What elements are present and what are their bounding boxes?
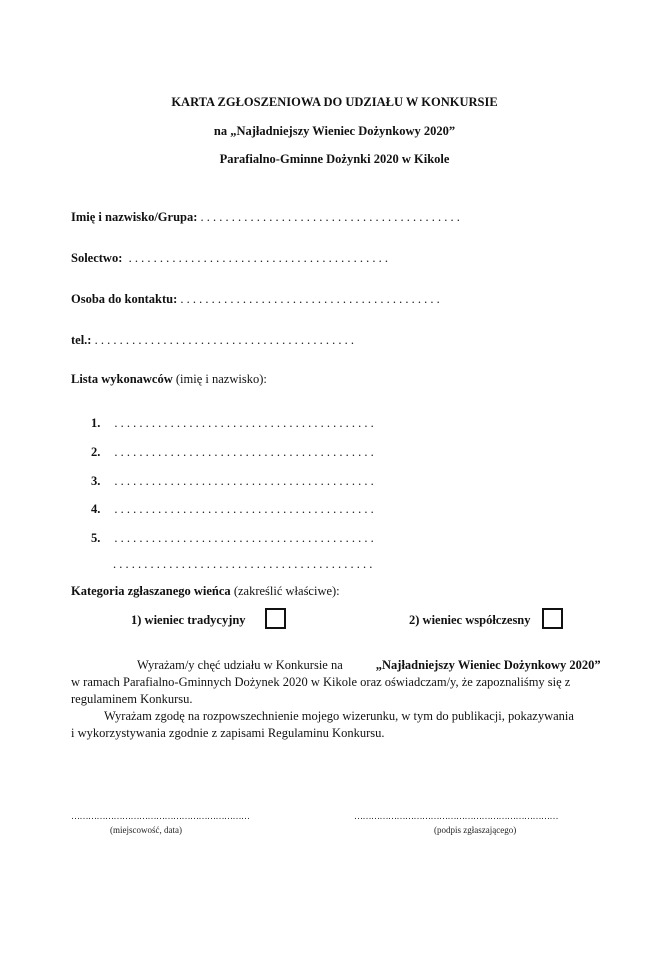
list-item-dots: . . . . . . . . . . . . . . . . . . . . . . . . . . . . . . . . . . . . . . . . . . (114, 502, 374, 516)
solectwo-field-row (71, 251, 388, 266)
list-item (91, 443, 374, 461)
declaration-line-2: w ramach Parafialno-Gminnych Dożynek 2020 w Kikole oraz oświadczam/y, że zapoznaliśmy się z (71, 675, 571, 689)
option-modern-checkbox[interactable] (542, 608, 563, 629)
option-modern-label: 2) wieniec współczesny (409, 613, 531, 627)
place-date-dots: ……………………………………………………… (71, 811, 250, 821)
list-item-number: 4. (91, 502, 101, 516)
contact-label: Osoba do kontaktu: (71, 292, 178, 306)
list-item (91, 472, 374, 490)
list-extra-dots: . . . . . . . . . . . . . . . . . . . . . . . . . . . . . . . . . . . . . . . . . . (113, 557, 373, 571)
contact-dots: . . . . . . . . . . . . . . . . . . . . . . . . . . . . . . . . . . . . . . . . . . (180, 292, 440, 306)
list-item-number: 5. (91, 531, 101, 545)
place-date-caption: (miejscowość, data) (110, 825, 182, 835)
consent-line-1: Wyrażam zgodę na rozpowszechnienie mojego wizerunku, w tym do publikacji, pokazywania (104, 709, 574, 723)
category-label-bold: Kategoria zgłaszanego wieńca (71, 584, 231, 598)
list-item-dots: . . . . . . . . . . . . . . . . . . . . . . . . . . . . . . . . . . . . . . . . . . (114, 445, 374, 459)
list-item (91, 529, 374, 547)
signature-caption: (podpis zgłaszającego) (434, 825, 517, 835)
solectwo-label: Solectwo: (71, 251, 123, 265)
category-label-rest: (zakreślić właściwe): (233, 584, 340, 598)
category-label (71, 584, 340, 599)
solectwo-dots: . . . . . . . . . . . . . . . . . . . . . . . . . . . . . . . . . . . . . . . . . . (128, 251, 388, 265)
signature-dots: ……………………………………………………………… (354, 811, 558, 821)
declaration-text: Wyrażam/y chęć udziału w Konkursie na (137, 658, 343, 672)
contest-name-inline: „Najładniejszy Wieniec Dożynkowy 2020” (375, 658, 601, 672)
form-title: KARTA ZGŁOSZENIOWA DO UDZIAŁU W KONKURSIE (171, 95, 498, 109)
performers-label-rest: (imię i nazwisko): (175, 372, 267, 386)
list-item (91, 414, 374, 432)
list-item-dots: . . . . . . . . . . . . . . . . . . . . . . . . . . . . . . . . . . . . . . . . . . (114, 531, 374, 545)
tel-dots: . . . . . . . . . . . . . . . . . . . . . . . . . . . . . . . . . . . . . . . . . . (94, 333, 354, 347)
declaration-line-1 (71, 657, 601, 674)
performers-label-bold: Lista wykonawców (71, 372, 173, 386)
name-dots: . . . . . . . . . . . . . . . . . . . . . . . . . . . . . . . . . . . . . . . . . . (200, 210, 460, 224)
name-label: Imię i nazwisko/Grupa: (71, 210, 198, 224)
option-traditional-checkbox[interactable] (265, 608, 286, 629)
list-item-dots: . . . . . . . . . . . . . . . . . . . . . . . . . . . . . . . . . . . . . . . . . . (114, 474, 374, 488)
tel-field-row (71, 333, 354, 348)
list-item-number: 3. (91, 474, 101, 488)
option-traditional-label: 1) wieniec tradycyjny (131, 613, 246, 627)
list-item (91, 500, 374, 518)
declaration-line-3: regulaminem Konkursu. (71, 692, 193, 706)
event-name: Parafialno-Gminne Dożynki 2020 w Kikole (219, 152, 450, 166)
list-item-number: 1. (91, 416, 101, 430)
list-item-dots: . . . . . . . . . . . . . . . . . . . . . . . . . . . . . . . . . . . . . . . . . . (114, 416, 374, 430)
performers-label (71, 372, 267, 387)
declaration-paragraph (71, 657, 601, 742)
tel-label: tel.: (71, 333, 92, 347)
name-field-row (71, 210, 460, 225)
contact-field-row (71, 292, 440, 307)
consent-line-2: i wykorzystywania zgodnie z zapisami Regulaminu Konkursu. (71, 726, 385, 740)
list-item-number: 2. (91, 445, 101, 459)
contest-name: na „Najładniejszy Wieniec Dożynkowy 2020” (213, 124, 456, 138)
